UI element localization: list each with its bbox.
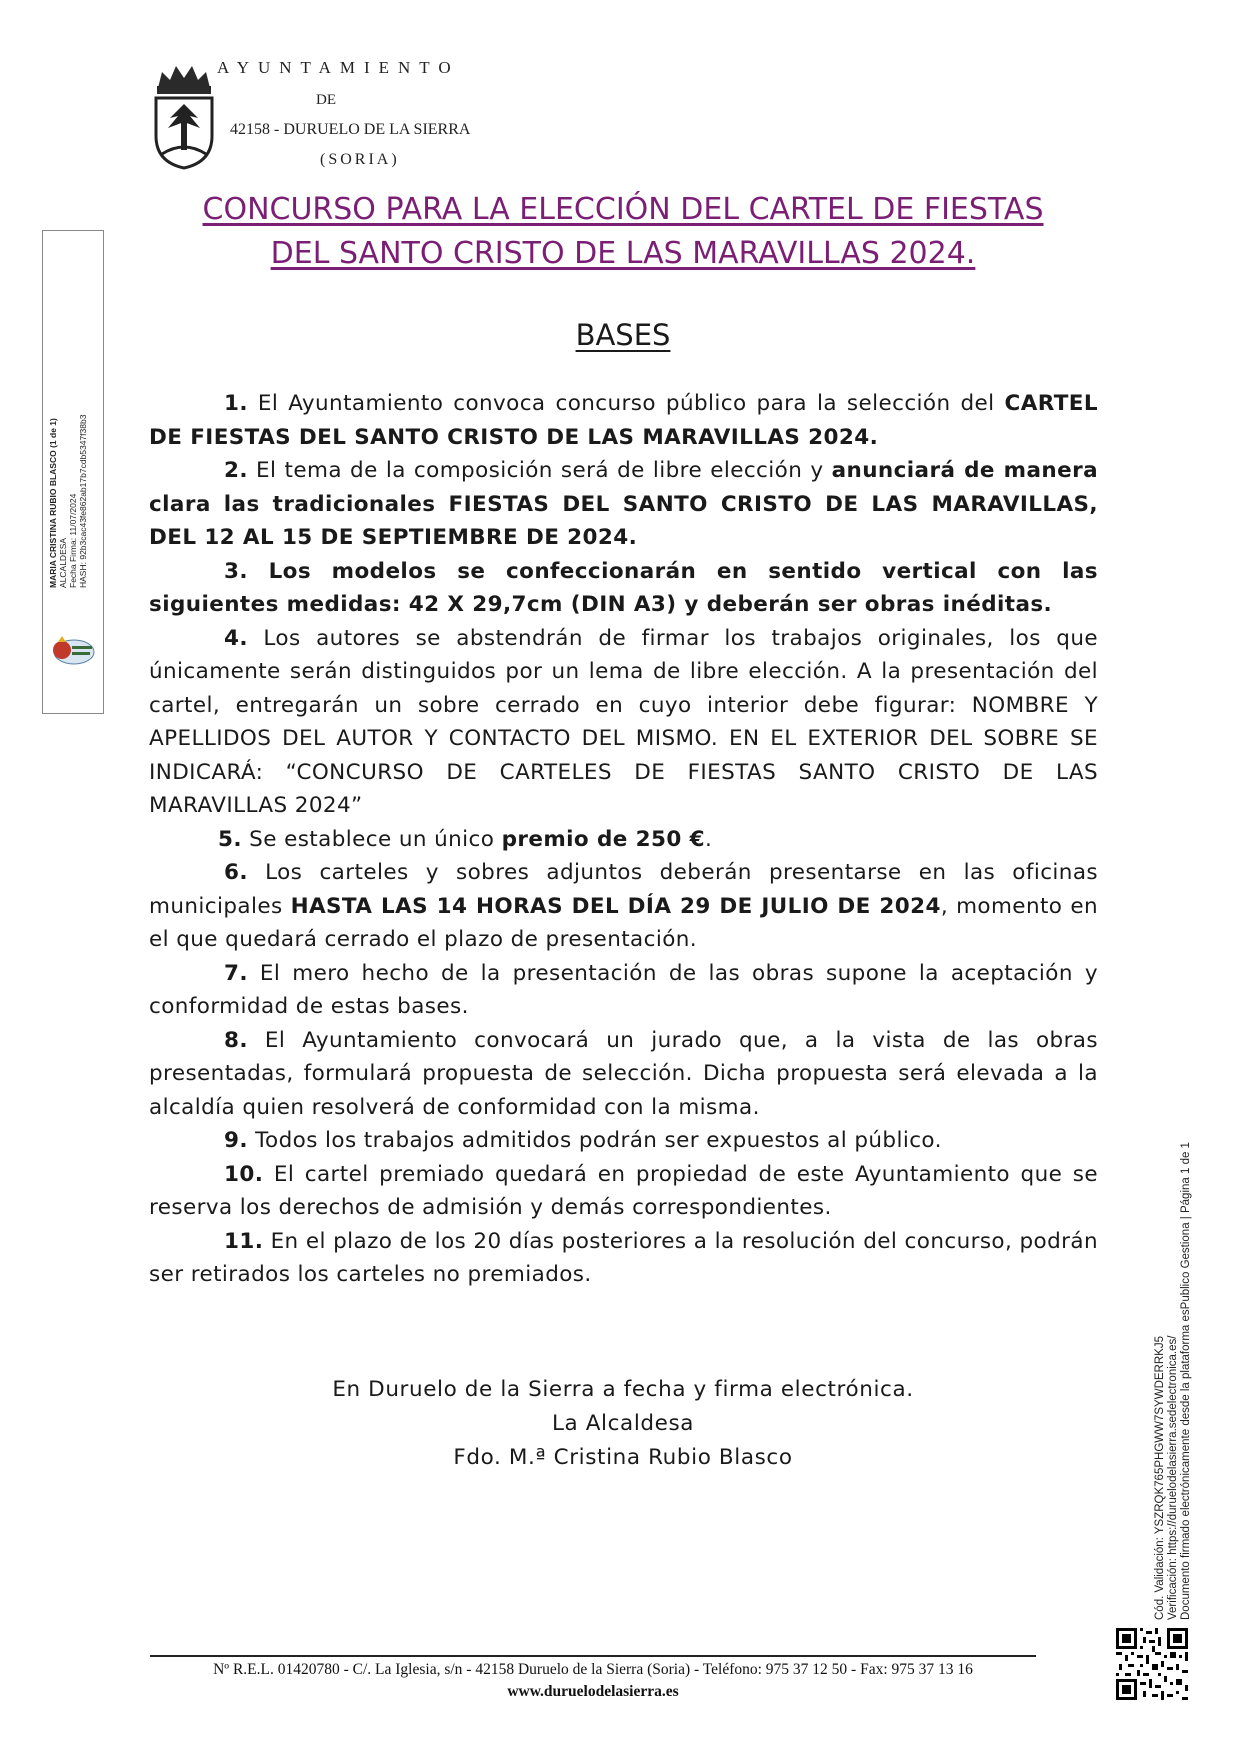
footer-address: Nº R.E.L. 01420780 - C/. La Iglesia, s/n - 42158 Duruelo de la Sierra (Soria) - Teléfono: 975 37 12 50 - Fax: 975 37 13 16	[213, 1661, 973, 1678]
closing-place-date: En Duruelo de la Sierra a fecha y firma electrónica.	[332, 1377, 914, 1402]
rules-list	[149, 387, 1098, 1292]
rule-item	[149, 823, 1098, 857]
closing-signatory: Fdo. M.ª Cristina Rubio Blasco	[453, 1445, 793, 1470]
title-line-1: CONCURSO PARA LA ELECCIÓN DEL CARTEL DE FIESTAS	[202, 192, 1044, 227]
rule-item	[149, 1225, 1098, 1292]
signature-date: Fecha Firma: 11/07/2024	[68, 493, 78, 588]
rule-text: El mero hecho de la presentación de las obras supone la aceptación y conformidad de estas bases.	[149, 960, 1098, 1019]
rule-number: 4.	[224, 625, 248, 651]
rule-number: 10.	[224, 1161, 264, 1187]
rule-text: El tema de la composición será de libre elección y	[247, 458, 832, 483]
signature-hash: HASH: 92b3cac43fe862ab17b7cdb5347f38b3	[78, 414, 88, 588]
rule-bold-text: anunciará de manera clara las tradicionales FIESTAS DEL SANTO CRISTO DE LAS MARAVILLAS, DEL 12 AL 15 DE SEPTIEMBRE DE 2024.	[149, 458, 1098, 550]
signer-name: MARIA CRISTINA RUBIO BLASCO (1 de 1)	[48, 418, 58, 588]
signer-role: ALCALDESA	[58, 537, 68, 588]
header-municipality-label: AYUNTAMIENTO	[217, 58, 460, 77]
validation-code: Cód. Validación: YSZRQK765PHGWW7SYWDERRKJ5	[1154, 1336, 1166, 1620]
rule-number: 9.	[224, 1128, 248, 1153]
rule-bold-text: premio de 250 €	[501, 826, 705, 852]
rule-number: 3.	[224, 558, 248, 584]
signature-details	[48, 188, 98, 588]
rule-item	[149, 387, 1098, 454]
rule-number: 6.	[224, 860, 248, 885]
rule-number: 1.	[224, 391, 248, 416]
rule-number: 8.	[224, 1027, 248, 1053]
rule-number: 11.	[224, 1228, 264, 1254]
rule-number: 2.	[224, 458, 248, 483]
header-address: 42158 - DURUELO DE LA SIERRA	[230, 121, 471, 138]
closing-block	[148, 1373, 1098, 1475]
rule-text: En el plazo de los 20 días posteriores a la resolución del concurso, podrán ser retirados los carteles no premiados.	[149, 1228, 1098, 1287]
rule-number: 7.	[224, 960, 248, 986]
signature-seal-icon	[48, 630, 100, 670]
rule-bold-text: CARTEL DE FIESTAS DEL SANTO CRISTO DE LAS MARAVILLAS 2024.	[149, 391, 1098, 450]
rule-text: , momento en el que quedará cerrado el plazo de presentación.	[149, 893, 1098, 952]
footer-divider	[150, 1655, 1036, 1657]
signed-platform-note: Documento firmado electrónicamente desde la plataforma esPublico Gestiona | Página 1 de 1	[1180, 1142, 1192, 1620]
validation-details	[1154, 1060, 1204, 1620]
rule-bold-text: HASTA LAS 14 HORAS DEL DÍA 29 DE JULIO DE 2024	[290, 893, 941, 919]
rule-item	[149, 555, 1098, 622]
bases-heading: BASES	[575, 318, 671, 352]
rule-bold-text: Los modelos se confeccionarán en sentido vertical con las siguientes medidas: 42 X 29,7cm (DIN A3) y deberán ser obras inéditas.	[149, 558, 1098, 617]
rule-item	[149, 1124, 1098, 1158]
municipal-coat-of-arms	[148, 58, 220, 170]
rule-item	[149, 957, 1098, 1024]
closing-role: La Alcaldesa	[551, 1411, 695, 1436]
rule-item	[149, 1158, 1098, 1225]
document-title	[148, 188, 1098, 276]
verification-url[interactable]: Verificación: https://duruelodelasierra.sedelectronica.es/	[1167, 1335, 1179, 1620]
rule-number: 5.	[218, 826, 242, 852]
qr-code-icon	[1116, 1628, 1188, 1700]
rule-item	[149, 454, 1098, 555]
rule-item	[149, 622, 1098, 823]
header-de: DE	[316, 92, 336, 108]
rule-text: .	[704, 826, 713, 852]
header-province: (SORIA)	[320, 151, 400, 168]
footer-website-link[interactable]: www.duruelodelasierra.es	[507, 1683, 679, 1700]
rule-text: Los carteles y sobres adjuntos deberán presentarse en las oficinas municipales	[149, 860, 1098, 919]
rule-text: El Ayuntamiento convocará un jurado que, a la vista de las obras presentadas, formulará propuesta de selección. Dicha propuesta será elevada a la alcaldía quien resolverá de conformidad con la misma.	[149, 1027, 1098, 1120]
rule-text: El Ayuntamiento convoca concurso público para la selección del	[247, 391, 1005, 416]
rule-text: Los autores se abstendrán de firmar los trabajos originales, los que únicamente serán distinguidos por un lema de libre elección. A la presentación del cartel, entregarán un sobre cerrado en cuyo interior debe figurar: NOMBRE Y APELLIDOS DEL AUTOR Y CONTACTO DEL MISMO. EN EL EXTERIOR DEL SOBRE SE INDICARÁ: “CONCURSO DE CARTELES DE FIESTAS SANTO CRISTO DE LAS MARAVILLAS 2024”	[149, 625, 1098, 818]
title-line-2: DEL SANTO CRISTO DE LAS MARAVILLAS 2024.	[270, 236, 976, 271]
rule-item	[149, 1024, 1098, 1125]
rule-text: Se establece un único	[241, 826, 502, 852]
rule-text: El cartel premiado quedará en propiedad de este Ayuntamiento que se reserva los derechos de admisión y demás correspondientes.	[149, 1161, 1098, 1220]
rule-item	[149, 856, 1098, 957]
rule-text: Todos los trabajos admitidos podrán ser expuestos al público.	[247, 1128, 942, 1153]
